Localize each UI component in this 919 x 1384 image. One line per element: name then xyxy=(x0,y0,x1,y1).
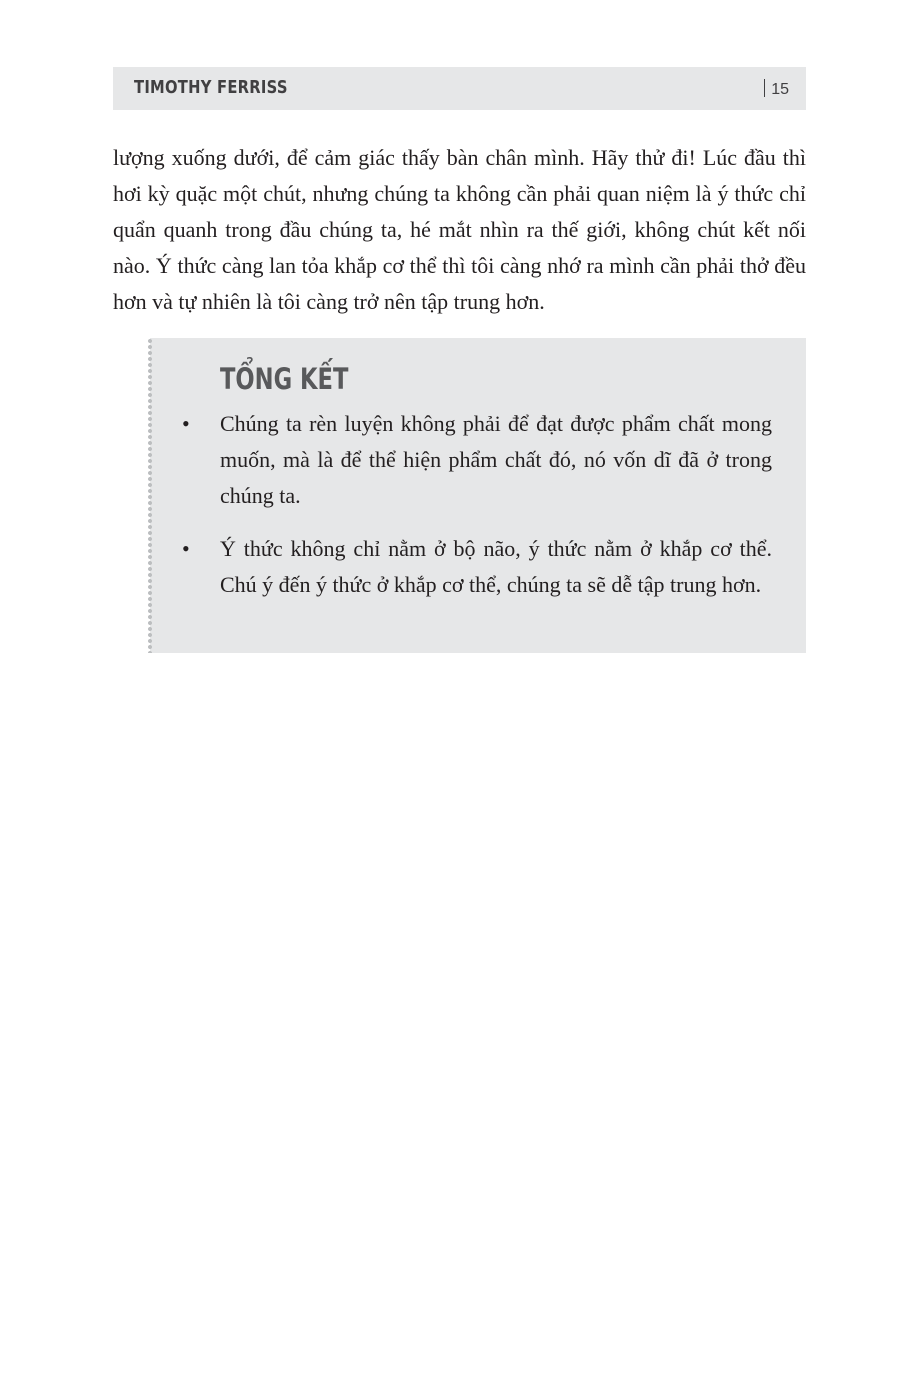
bullet-icon: • xyxy=(182,536,190,561)
summary-item-text: Chúng ta rèn luyện không phải để đạt được phẩm chất mong muốn, mà là để thể hiện phẩm chất đó, nó vốn dĩ đã ở trong chúng ta. xyxy=(220,411,772,508)
bullet-icon: • xyxy=(182,411,190,436)
header-page-number xyxy=(764,79,789,99)
body-paragraph: lượng xuống dưới, để cảm giác thấy bàn chân mình. Hãy thử đi! Lúc đầu thì hơi kỳ quặc một chút, nhưng chúng ta không cần phải quan niệm là ý thức chỉ quẩn quanh trong đầu chúng ta, hé mắt nhìn ra thế giới, không chút kết nối nào. Ý thức càng lan tỏa khắp cơ thể thì tôi càng nhớ ra mình cần phải thở đều hơn và tự nhiên là tôi càng trở nên tập trung hơn. xyxy=(113,145,806,314)
summary-list xyxy=(182,406,772,620)
running-header xyxy=(113,67,806,110)
summary-title: TỔNG KẾT xyxy=(220,362,349,396)
summary-item xyxy=(182,406,772,514)
page-number: 15 xyxy=(771,81,789,98)
header-author: TIMOTHY FERRISS xyxy=(134,77,288,98)
summary-item xyxy=(182,531,772,603)
summary-box xyxy=(150,338,806,653)
summary-item-text: Ý thức không chỉ nằm ở bộ não, ý thức nằm ở khắp cơ thể. Chú ý đến ý thức ở khắp cơ thể, chúng ta sẽ dễ tập trung hơn. xyxy=(220,536,772,597)
header-separator xyxy=(764,79,765,97)
